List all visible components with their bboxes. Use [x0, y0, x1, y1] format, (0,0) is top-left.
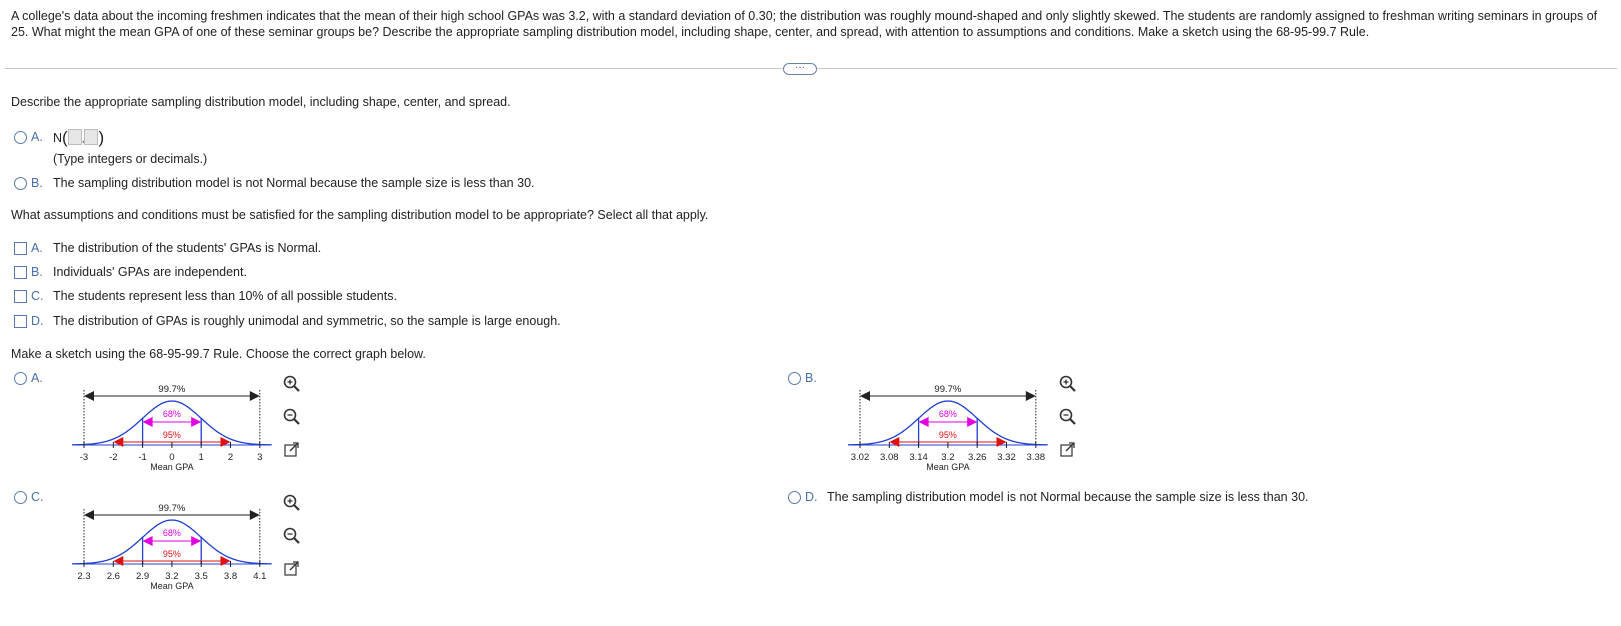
part2-option-d-letter: D.	[31, 314, 44, 328]
more-button[interactable]: ···	[783, 63, 817, 75]
x-tick-label: 3.8	[223, 571, 238, 582]
part2-prompt: What assumptions and conditions must be satisfied for the sampling distribution model to be appropriate? Select all that apply.	[11, 208, 709, 222]
part2-option-c-letter: C.	[31, 289, 44, 303]
arrow-99-7-head-left	[84, 391, 94, 401]
label-99-7: 99.7%	[158, 384, 186, 395]
graph-option-c-radio[interactable]	[14, 491, 27, 504]
x-tick-label: 3.32	[997, 452, 1016, 463]
graph-option-b-radio[interactable]	[788, 372, 801, 385]
part2-option-b-text: Individuals' GPAs are independent.	[53, 265, 247, 279]
label-68: 68%	[162, 409, 181, 419]
part1-option-b-text: The sampling distribution model is not Normal because the sample size is less than 30.	[53, 176, 535, 190]
x-tick-label: -2	[109, 452, 118, 463]
x-tick-label: 3.5	[194, 571, 208, 582]
x-tick-label: 2	[227, 452, 234, 463]
sd-input[interactable]	[81, 129, 98, 145]
x-tick-label: 4.1	[253, 571, 267, 582]
graph-b-zoom-in-icon[interactable]	[1058, 374, 1078, 394]
part2-option-c-text: The students represent less than 10% of all possible students.	[53, 289, 397, 303]
comma: ,	[81, 134, 85, 145]
graph-a-zoom-out-icon[interactable]	[282, 407, 302, 427]
graph-option-d-radio[interactable]	[788, 491, 801, 504]
part1-option-a-letter: A.	[31, 130, 43, 144]
graph-option-c-letter: C.	[31, 490, 44, 504]
part1-hint: (Type integers or decimals.)	[53, 152, 208, 166]
part2-option-d-text: The distribution of GPAs is roughly unimodal and symmetric, so the sample is large enough.	[53, 314, 561, 328]
x-tick-label: 3.14	[909, 452, 928, 463]
x-tick-label: 1	[198, 452, 204, 463]
arrow-99-7-head-right	[250, 391, 260, 401]
graph-b	[836, 380, 1056, 480]
graph-c-zoom-in-icon[interactable]	[282, 493, 302, 513]
graph-option-b-letter: B.	[805, 371, 817, 385]
graph-b-popout-icon[interactable]	[1058, 440, 1078, 460]
part1-option-b-letter: B.	[31, 176, 43, 190]
graph-option-d-text: The sampling distribution model is not Normal because the sample size is less than 30.	[827, 490, 1309, 504]
part2-option-d-checkbox[interactable]	[14, 315, 27, 328]
graph-a-zoom-in-icon[interactable]	[282, 374, 302, 394]
part2-option-b-checkbox[interactable]	[14, 266, 27, 279]
x-tick-label: 2.9	[135, 571, 150, 582]
graph-option-a-radio[interactable]	[14, 372, 27, 385]
x-tick-label: 3.02	[850, 452, 870, 463]
label-95: 95%	[938, 430, 957, 440]
label-68: 68%	[938, 409, 957, 419]
x-tick-label: 0	[169, 452, 175, 463]
question-text: A college's data about the incoming freshmen indicates that the mean of their high school GPAs was 3.2, with a standard deviation of 0.30; the distribution was roughly mound-shaped and only slightly skewed. The students are randomly assigned to freshman writing seminars in groups of 25. What might the mean GPA of one of these seminar groups be? Describe the appropriate sampling distribution model, including shape, center, and spread, with attention to assumptions and conditions. Make a sketch using the 68-95-99.7 Rule.	[11, 9, 1598, 39]
arrow-68-head-left	[143, 536, 153, 546]
part2-option-b-letter: B.	[31, 265, 43, 279]
label-95: 95%	[162, 549, 181, 559]
part1-option-b-radio[interactable]	[14, 177, 27, 190]
arrow-68-head-right	[967, 417, 977, 427]
arrow-68-head-left	[143, 417, 153, 427]
part2-option-a-text: The distribution of the students' GPAs is Normal.	[53, 241, 322, 255]
part2-option-a-letter: A.	[31, 241, 43, 255]
x-tick-label: 2.3	[77, 571, 91, 582]
arrow-99-7-head-right	[1026, 391, 1036, 401]
arrow-99-7-head-right	[250, 510, 260, 520]
x-tick-label: 3	[257, 452, 263, 463]
graph-a	[60, 380, 280, 480]
part1-prompt: Describe the appropriate sampling distribution model, including shape, center, and spread.	[11, 95, 511, 109]
graph-c	[60, 499, 280, 599]
x-tick-label: 2.6	[106, 571, 120, 582]
x-tick-label: -1	[138, 452, 147, 463]
graph-option-d-letter: D.	[805, 490, 818, 504]
arrow-99-7-head-left	[84, 510, 94, 520]
x-tick-label: 3.38	[1026, 452, 1046, 463]
x-axis-label: Mean GPA	[150, 462, 194, 472]
arrow-68-head-right	[191, 417, 201, 427]
label-99-7: 99.7%	[934, 384, 962, 395]
normal-model-expression	[53, 129, 104, 148]
mean-input[interactable]	[68, 129, 82, 145]
label-95: 95%	[162, 430, 181, 440]
arrow-68-head-left	[919, 417, 929, 427]
x-tick-label: 3.08	[880, 452, 899, 463]
part2-option-c-checkbox[interactable]	[14, 290, 27, 303]
open-paren: (	[62, 128, 68, 147]
graph-c-zoom-out-icon[interactable]	[282, 526, 302, 546]
label-99-7: 99.7%	[158, 503, 186, 514]
x-tick-label: 3.2	[941, 452, 955, 463]
arrow-99-7-head-left	[860, 391, 870, 401]
part3-prompt: Make a sketch using the 68-95-99.7 Rule. Choose the correct graph below.	[11, 347, 426, 361]
graph-b-zoom-out-icon[interactable]	[1058, 407, 1078, 427]
close-paren: )	[98, 128, 105, 147]
label-68: 68%	[162, 528, 181, 538]
x-tick-label: 3.2	[165, 571, 179, 582]
normal-model-prefix: N	[53, 131, 63, 145]
graph-a-popout-icon[interactable]	[282, 440, 302, 460]
graph-c-popout-icon[interactable]	[282, 559, 302, 579]
x-axis-label: Mean GPA	[150, 581, 194, 591]
graph-option-a-letter: A.	[31, 371, 43, 385]
part1-option-a-radio[interactable]	[14, 131, 27, 144]
part2-option-a-checkbox[interactable]	[14, 242, 27, 255]
x-tick-label: -3	[79, 452, 89, 463]
x-tick-label: 3.26	[967, 452, 987, 463]
arrow-68-head-right	[191, 536, 201, 546]
x-axis-label: Mean GPA	[926, 462, 970, 472]
